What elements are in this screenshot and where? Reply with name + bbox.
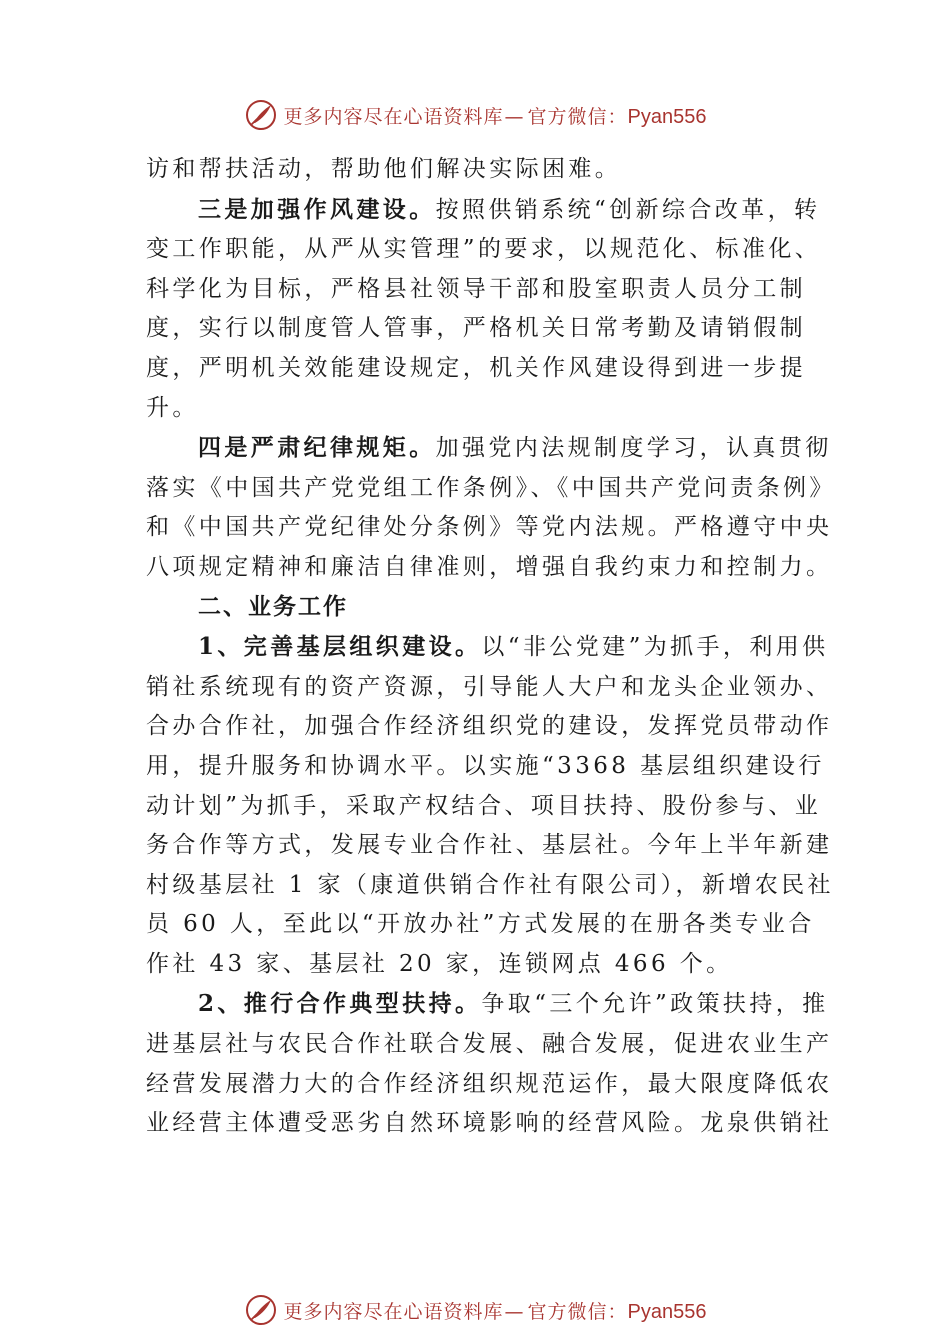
paragraph: 2、推行合作典型扶持。争取“三个允许”政策扶持，推进基层社与农民合作社联合发展、融合发展，促进农业生产经营发展潜力大的合作经济组织规范运作，最大限度降低农业经营主体遭受恶劣自然环境影响的经营风险。龙泉供销社 [146, 990, 833, 1137]
paragraph: 三是加强作风建设。按照供销系统“创新综合改革，转变工作职能，从严从实管理”的要求，以规范化、标准化、科学化为目标，严格县社领导干部和股室职责人员分工制度，实行以制度管人管事，严格机关日常考勤及请销假制度，严明机关效能建设规定，机关作风建设得到进一步提升。 [146, 195, 822, 421]
paragraph-lead: 三是加强作风建设。 [198, 195, 436, 223]
paragraph: 访和帮扶活动，帮助他们解决实际困难。 [146, 156, 622, 182]
paragraph: 1、完善基层组织建设。以“非公党建”为抓手，利用供销社系统现有的资产资源，引导能人大户和龙头企业领办、 合办合作社，加强合作经济组织党的建设，发挥党员带动作用，提升服务和协调水平。以实施“3368 基层组织建设行动计划”为抓手，采取产权结合、项目扶持、股份参与、业务合作等方式，发展专业合作社、基层社。今年上半年新建村级基层社 1 家（康道供销合作社有限公司），新增农民社员 60 人，至此以“开放办社”方式发展的在册各类专业合作社 43 家、基层社 20 家，连锁网点 466 个。 [146, 633, 834, 977]
watermark-banner-bottom [0, 1290, 950, 1330]
paragraph-lead: 2、推行合作典型扶持。 [198, 990, 482, 1018]
watermark-text: 更多内容尽在心语资料库— 官方微信：Pyan556 [283, 1300, 707, 1323]
section-heading: 二、业务工作 [198, 593, 348, 620]
paragraph-lead: 四是严肃纪律规矩。 [198, 434, 436, 462]
watermark-banner-top [0, 95, 950, 135]
quill-pen-icon [244, 1293, 278, 1327]
paragraph-lead: 1、完善基层组织建设。 [198, 633, 482, 661]
quill-pen-icon [244, 98, 278, 132]
watermark-text: 更多内容尽在心语资料库— 官方微信：Pyan556 [283, 105, 707, 128]
document-body [146, 150, 836, 1144]
paragraph: 四是严肃纪律规矩。加强党内法规制度学习，认真贯彻落实《中国共产党党组工作条例》、《中国共产党问责条例》 和《中国共产党纪律处分条例》等党内法规。严格遵守中央八项规定精神和廉洁自律准则，增强自我约束力和控制力。 [146, 434, 836, 580]
